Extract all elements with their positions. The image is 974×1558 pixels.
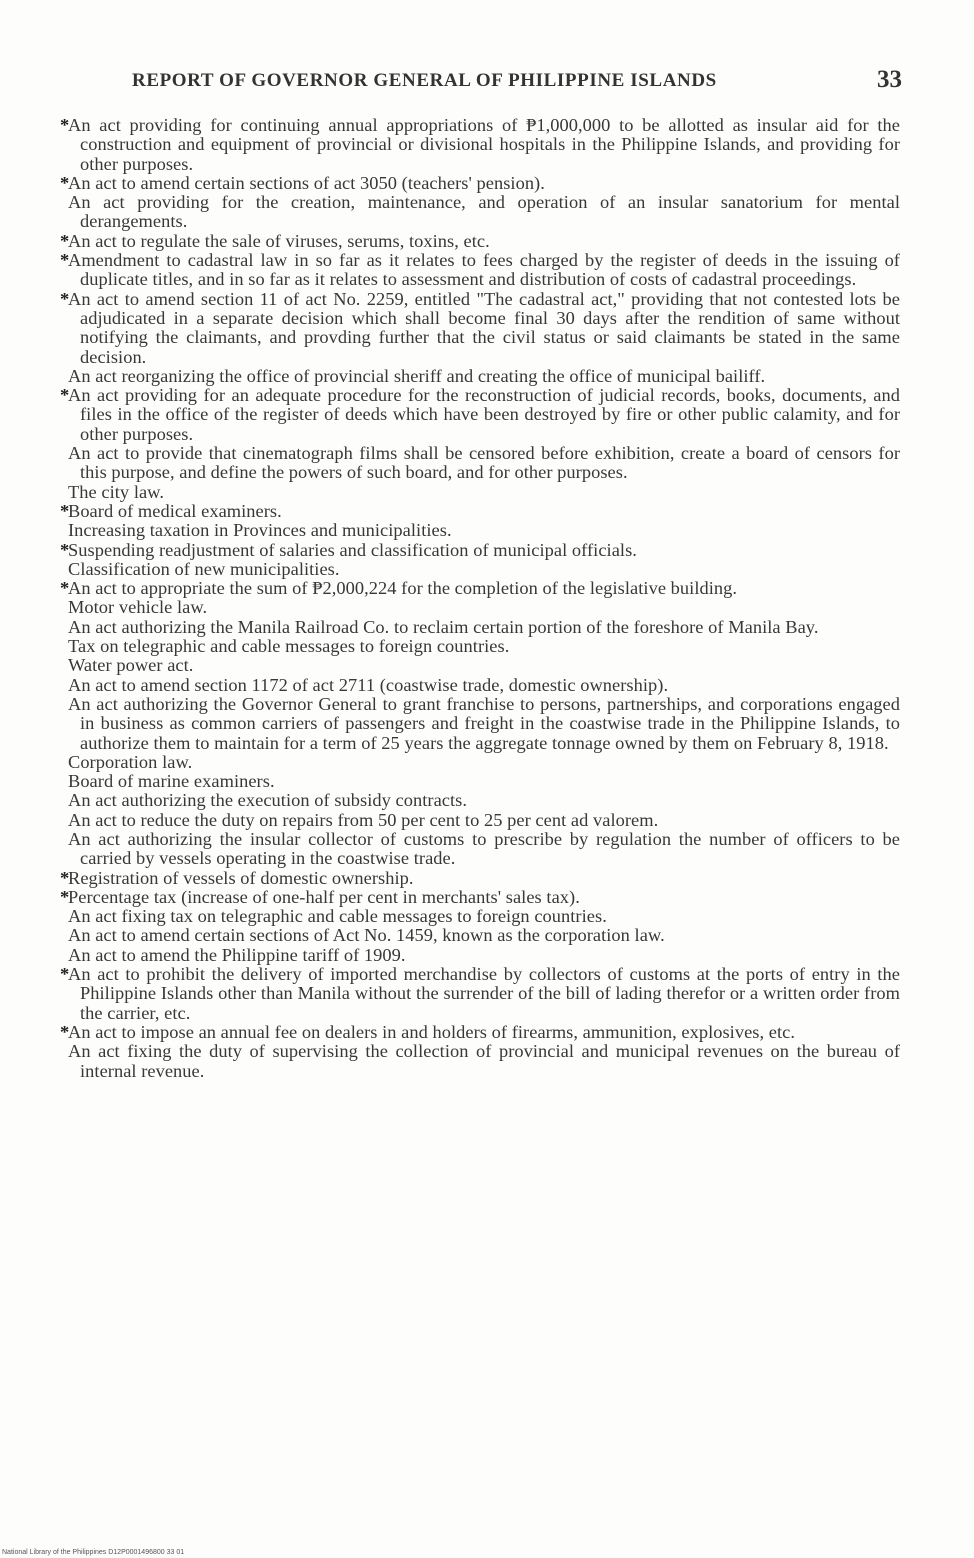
list-item-text: An act to reduce the duty on repairs from 50 per cent to 25 per cent ad valorem.	[68, 809, 659, 830]
list-item-text: An act fixing the duty of supervising the collection of provincial and municipal revenues on the bureau of internal revenue.	[68, 1041, 900, 1081]
list-item	[50, 772, 900, 791]
list-item-text: Tax on telegraphic and cable messages to foreign countries.	[68, 636, 510, 657]
list-item-text: Motor vehicle law.	[68, 597, 208, 618]
asterisk-marker: *	[60, 1021, 70, 1042]
list-item	[50, 386, 900, 444]
list-item-text: An act to provide that cinematograph films shall be censored before exhibition, create a board of censors for this purpose, and define the powers of such board, and for other purposes.	[68, 443, 900, 483]
list-item	[50, 541, 900, 560]
list-item	[50, 637, 900, 656]
list-item	[50, 367, 900, 386]
list-item-text: An act authorizing the insular collector of customs to prescribe by regulation the number of officers to be carried by vessels operating in the coastwise trade.	[68, 828, 900, 869]
list-item	[50, 1042, 900, 1081]
asterisk-marker: *	[60, 964, 70, 985]
list-item	[50, 618, 900, 637]
list-item-text: An act to impose an annual fee on dealers in and holders of firearms, ammunition, explosives, etc.	[68, 1021, 796, 1042]
list-item-text: Suspending readjustment of salaries and classification of municipal officials.	[68, 539, 637, 560]
list-item	[50, 791, 900, 810]
list-item	[50, 193, 900, 232]
asterisk-marker: *	[60, 578, 70, 599]
list-item	[50, 656, 900, 675]
list-item-text: Board of marine examiners.	[68, 771, 275, 792]
list-item-text: An act to appropriate the sum of ₱2,000,224 for the completion of the legislative building.	[68, 578, 738, 599]
list-item	[50, 888, 900, 907]
list-item	[50, 869, 900, 888]
list-item	[50, 579, 900, 598]
scan-footer: National Library of the Philippines D12P0001496800 33 01	[2, 1549, 185, 1556]
list-item-text: An act to amend certain sections of Act No. 1459, known as the corporation law.	[68, 925, 665, 946]
list-item-text: An act providing for the creation, maintenance, and operation of an insular sanatorium for mental derangements.	[68, 192, 900, 232]
list-item	[50, 811, 900, 830]
page-header	[132, 68, 902, 98]
list-item	[50, 290, 900, 367]
page-number: 33	[877, 66, 902, 93]
list-item-text: An act to amend certain sections of act 3050 (teachers' pension).	[68, 172, 545, 193]
list-item-text: An act to amend section 11 of act No. 2259, entitled "The cadastral act," providing that not contested lots be adjudicated in a separate decision which shall become final 30 days after the rendition of same without notifying the claimants, and provding further that the civil status or said claimants be stated in the same decision.	[68, 288, 900, 367]
asterisk-marker: *	[60, 385, 70, 406]
list-item	[50, 926, 900, 945]
list-item	[50, 232, 900, 251]
list-item	[50, 946, 900, 965]
asterisk-marker: *	[60, 115, 70, 135]
list-item	[50, 965, 900, 1023]
list-item-text: Corporation law.	[68, 751, 193, 772]
list-item-text: An act authorizing the execution of subsidy contracts.	[68, 790, 468, 811]
list-item	[50, 116, 900, 174]
list-item	[50, 753, 900, 772]
list-item-text: An act authorizing the Governor General to grant franchise to persons, partnerships, and corporations engaged in business as common carriers of passengers and freight in the coastwise trade in the Philippine Islands, to authorize them to maintain for a term of 25 years the aggregate tonnage owned by them on February 8, 1918.	[68, 693, 900, 753]
list-item	[50, 483, 900, 502]
list-item-text: An act fixing tax on telegraphic and cable messages to foreign countries.	[68, 906, 607, 927]
asterisk-marker: *	[60, 250, 70, 271]
list-item	[50, 560, 900, 579]
list-item	[50, 521, 900, 540]
asterisk-marker: *	[60, 886, 70, 907]
list-item-text: The city law.	[68, 481, 164, 502]
list-item-text: Registration of vessels of domestic ownership.	[68, 867, 414, 888]
list-item-text: An act to amend section 1172 of act 2711 (coastwise trade, domestic ownership).	[68, 674, 669, 695]
list-item	[50, 598, 900, 617]
list-item-text: Percentage tax (increase of one-half per cent in merchants' sales tax).	[68, 886, 580, 907]
list-item-text: Increasing taxation in Provinces and municipalities.	[68, 520, 452, 541]
list-item-text: Amendment to cadastral law in so far as it relates to fees charged by the register of deeds in the issuing of duplicate titles, and in so far as it relates to assessment and distribution of costs of cadastral proceedings.	[68, 250, 900, 290]
list-item-text: Board of medical examiners.	[68, 500, 282, 521]
list-item	[50, 1023, 900, 1042]
list-item-text: Classification of new municipalities.	[68, 558, 340, 579]
asterisk-marker: *	[60, 230, 70, 251]
list-item-text: An act providing for continuing annual appropriations of ₱1,000,000 to be allotted as insular aid for the construction and equipment of provincial or divisional hospitals in the Philippine Islands, and providing for other purposes.	[68, 115, 900, 174]
running-title: REPORT OF GOVERNOR GENERAL OF PHILIPPINE ISLANDS	[132, 70, 717, 91]
list-item	[50, 174, 900, 193]
list-item-text: An act reorganizing the office of provincial sheriff and creating the office of municipal bailiff.	[68, 365, 766, 386]
list-item	[50, 907, 900, 926]
list-item	[50, 695, 900, 753]
list-item-text: An act authorizing the Manila Railroad Co. to reclaim certain portion of the foreshore of Manila Bay.	[68, 616, 819, 637]
list-item	[50, 251, 900, 290]
asterisk-marker: *	[60, 288, 70, 309]
list-item	[50, 830, 900, 869]
list-item-text: An act to prohibit the delivery of imported merchandise by collectors of customs at the ports of entry in the Philippine Islands other than Manila without the surrender of the bill of lading therefor or a written order from the carrier, etc.	[68, 964, 900, 1023]
list-item-text: Water power act.	[68, 655, 194, 676]
list-item	[50, 502, 900, 521]
asterisk-marker: *	[60, 500, 70, 521]
asterisk-marker: *	[60, 867, 70, 888]
list-item	[50, 676, 900, 695]
list-item-text: An act to amend the Philippine tariff of 1909.	[68, 944, 406, 965]
list-item-text: An act to regulate the sale of viruses, serums, toxins, etc.	[68, 230, 490, 251]
legislation-list	[50, 116, 900, 1081]
asterisk-marker: *	[60, 539, 70, 560]
list-item	[50, 444, 900, 483]
list-item-text: An act providing for an adequate procedure for the reconstruction of judicial records, books, documents, and files in the office of the register of deeds which have been destroyed by fire or other public calamity, and for other purposes.	[68, 385, 900, 444]
asterisk-marker: *	[60, 172, 70, 193]
